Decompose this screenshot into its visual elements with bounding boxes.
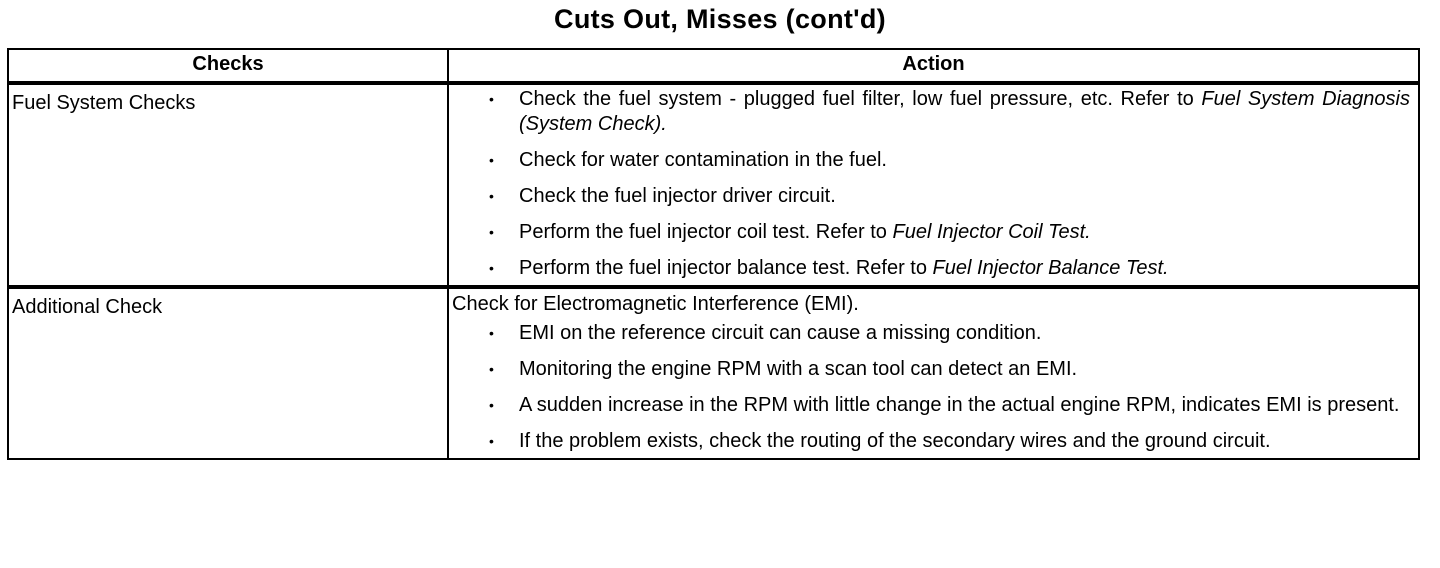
bullet-icon: •	[489, 188, 494, 204]
action-cell	[448, 83, 1419, 287]
bullet-icon: •	[489, 361, 494, 377]
table-row	[8, 287, 1419, 459]
check-cell: Fuel System Checks	[8, 83, 448, 287]
list-item-text: If the problem exists, check the routing of the secondary wires and the ground circuit.	[519, 430, 1271, 452]
list-item-text: Perform the fuel injector coil test. Refer to	[519, 221, 893, 243]
list-item	[452, 256, 1410, 281]
list-item	[452, 220, 1410, 245]
reference-link: Fuel Injector Balance Test.	[932, 257, 1169, 279]
page-title: Cuts Out, Misses (cont'd)	[554, 4, 886, 34]
list-item	[452, 393, 1410, 418]
list-item	[452, 429, 1410, 454]
list-item	[452, 87, 1410, 137]
list-item-text: Check for water contamination in the fuel.	[519, 149, 887, 171]
bullet-icon: •	[489, 397, 494, 413]
bullet-icon: •	[489, 260, 494, 276]
check-cell: Additional Check	[8, 287, 448, 459]
column-header-checks: Checks	[8, 49, 448, 83]
reference-link: Fuel System Diagnosis (System Check).	[519, 88, 1410, 135]
list-item	[452, 148, 1410, 173]
bullet-icon: •	[489, 433, 494, 449]
bullet-icon: •	[489, 224, 494, 240]
diagnostic-table	[7, 48, 1420, 460]
bullet-icon: •	[489, 325, 494, 341]
list-item-text: Monitoring the engine RPM with a scan tool can detect an EMI.	[519, 358, 1078, 380]
action-intro: Check for Electromagnetic Interference (EMI).	[452, 293, 859, 315]
action-list	[452, 87, 1410, 281]
table-header-row	[8, 49, 1419, 83]
bullet-icon: •	[489, 91, 494, 107]
list-item-text: Check the fuel injector driver circuit.	[519, 185, 836, 207]
bullet-icon: •	[489, 152, 494, 168]
table-row	[8, 83, 1419, 287]
column-header-action: Action	[448, 49, 1419, 83]
list-item	[452, 321, 1410, 346]
list-item	[452, 184, 1410, 209]
list-item-text: A sudden increase in the RPM with little change in the actual engine RPM, indicates EMI is present.	[519, 394, 1400, 416]
list-item-text: EMI on the reference circuit can cause a missing condition.	[519, 322, 1042, 344]
list-item-text: Check the fuel system - plugged fuel filter, low fuel pressure, etc. Refer to	[519, 88, 1202, 110]
list-item	[452, 357, 1410, 382]
action-cell	[448, 287, 1419, 459]
action-list	[452, 321, 1410, 454]
list-item-text: Perform the fuel injector balance test. Refer to	[519, 257, 933, 279]
reference-link: Fuel Injector Coil Test.	[892, 221, 1091, 243]
